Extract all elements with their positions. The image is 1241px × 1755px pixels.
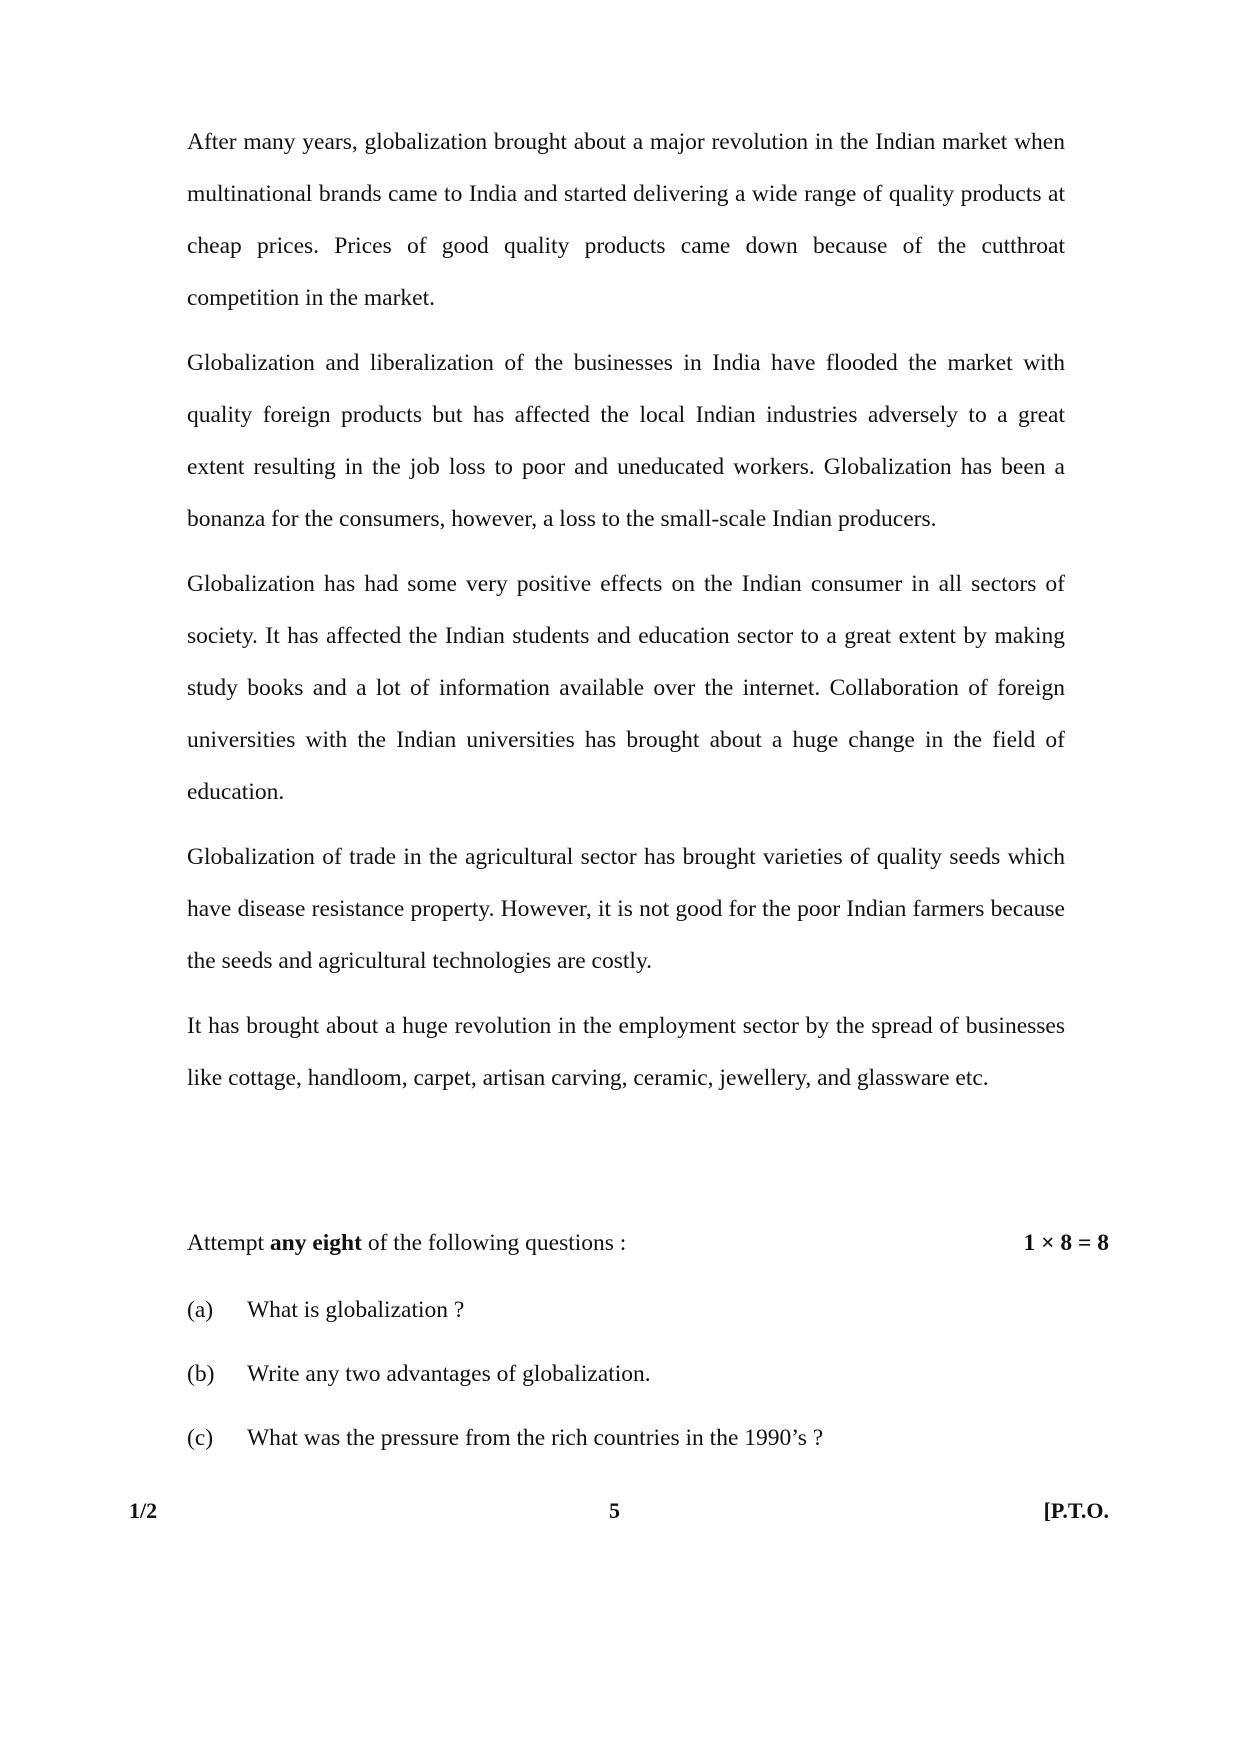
instruction-text [187, 1223, 626, 1263]
please-turn-over: [P.T.O. [1043, 1498, 1109, 1523]
instruction-emphasis: any eight [269, 1230, 362, 1256]
question-text: Write any two advantages of globalization. [247, 1361, 651, 1387]
question-label: (c) [187, 1425, 214, 1451]
passage-paragraph-2: Globalization and liberalization of the businesses in India have flooded the market with quality foreign products but has affected the local Indian industries adversely to a great extent resulting in the job loss to poor and uneducated workers. Globalization has been a bonanza for the consumers, however, a loss to the small-scale Indian producers. [187, 350, 1065, 532]
question-text: What is globalization ? [247, 1297, 465, 1323]
question-instruction [187, 1223, 1109, 1263]
passage [187, 116, 1065, 1117]
page-number: 5 [609, 1498, 620, 1523]
question-item [187, 1418, 1065, 1458]
instruction-suffix: of the following questions : [361, 1230, 627, 1256]
question-label: (a) [187, 1297, 214, 1323]
marks-allocation: 1 × 8 = 8 [1023, 1230, 1109, 1256]
question-list [187, 1290, 1065, 1482]
passage-paragraph-4: Globalization of trade in the agricultural sector has brought varieties of quality seeds which have disease resistance property. However, it is not good for the poor Indian farmers because the seeds and agricultural technologies are costly. [187, 844, 1065, 974]
question-item [187, 1290, 1065, 1330]
passage-paragraph-1: After many years, globalization brought about a major revolution in the Indian market when multinational brands came to India and started delivering a wide range of quality products at cheap prices. Prices of good quality products came down because of the cutthroat competition in the market. [187, 129, 1065, 311]
question-item [187, 1354, 1065, 1394]
passage-paragraph-3: Globalization has had some very positive effects on the Indian consumer in all sectors of society. It has affected the Indian students and education sector to a great extent by making study books and a lot of information available over the internet. Collaboration of foreign universities with the Indian universities has brought about a huge change in the field of education. [187, 571, 1065, 805]
paper-code: 1/2 [129, 1498, 158, 1523]
question-text: What was the pressure from the rich countries in the 1990’s ? [247, 1425, 824, 1451]
passage-paragraph-5: It has brought about a huge revolution in the employment sector by the spread of businesses like cottage, handloom, carpet, artisan carving, ceramic, jewellery, and glassware etc. [187, 1013, 1065, 1091]
instruction-prefix: Attempt [187, 1230, 270, 1256]
question-label: (b) [187, 1361, 215, 1387]
